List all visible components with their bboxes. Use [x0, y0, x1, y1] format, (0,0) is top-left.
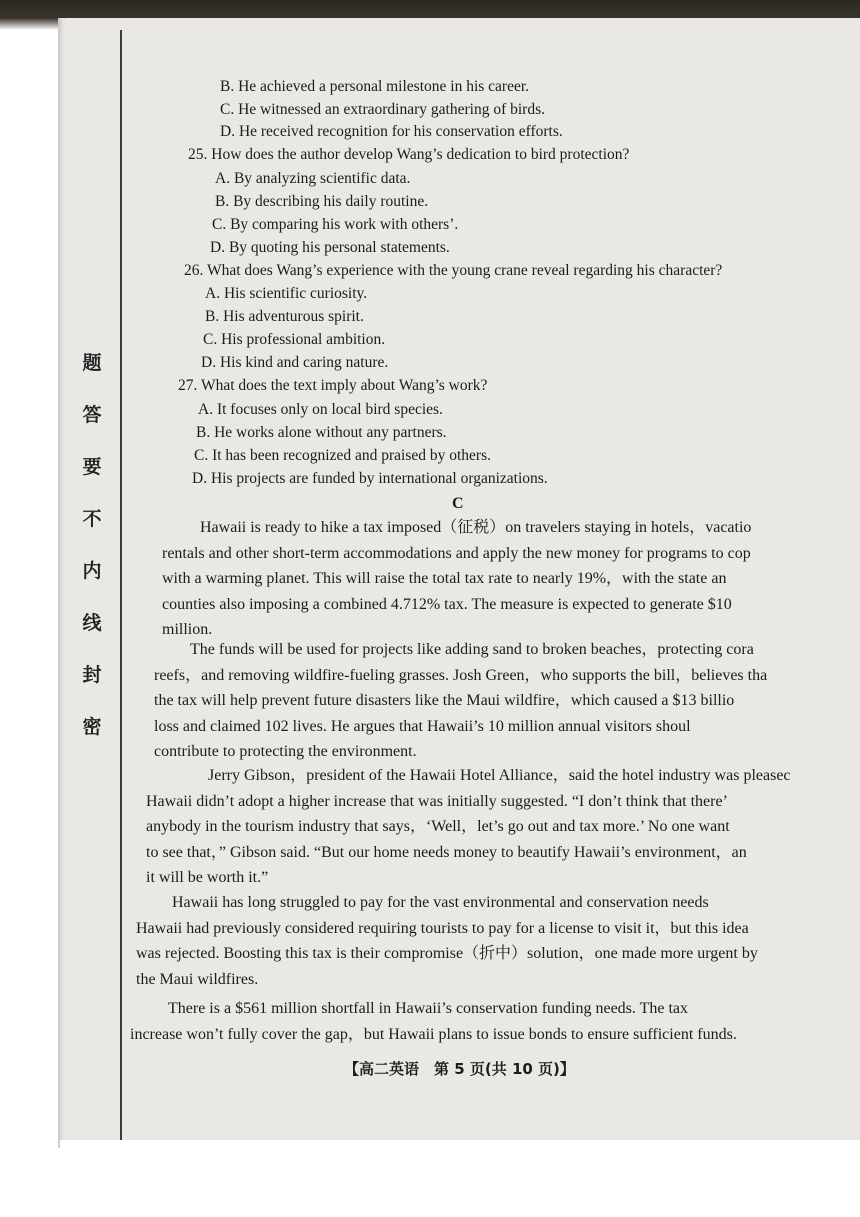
margin-char: 封	[82, 664, 102, 686]
margin-char: 内	[82, 560, 102, 582]
passage-paragraph-5	[130, 996, 816, 1047]
passage-line: was rejected. Boosting this tax is their compromise（折中）solution，one made more urgent by	[136, 945, 758, 962]
option-25-a: A. By analyzing scientific data.	[215, 170, 411, 187]
section-label: C	[452, 495, 464, 512]
passage-line: Hawaii has long struggled to pay for the vast environmental and conservation needs	[172, 894, 709, 911]
option-26-a: A. His scientific curiosity.	[205, 285, 368, 302]
photo-background	[60, 1140, 860, 1217]
passage-line: reefs，and removing wildfire-fueling grasses. Josh Green，who supports the bill，believes tha	[154, 666, 768, 684]
passage-paragraph-2	[154, 637, 814, 765]
option-24-d: D. He received recognition for his conservation efforts.	[220, 123, 563, 140]
passage-line: the Maui wildfires.	[136, 970, 259, 988]
option-25-b: B. By describing his daily routine.	[215, 193, 429, 210]
passage-paragraph-4	[136, 890, 816, 992]
option-27-d: D. His projects are funded by international organizations.	[192, 470, 548, 487]
question-25-stem: 25. How does the author develop Wang’s dedication to bird protection?	[188, 146, 630, 163]
option-25-c: C. By comparing his work with others’.	[212, 216, 459, 233]
option-27-b: B. He works alone without any partners.	[196, 424, 447, 441]
margin-char: 要	[82, 456, 102, 478]
option-26-b: B. His adventurous spirit.	[205, 308, 364, 325]
passage-line: increase won’t fully cover the gap，but Hawaii plans to issue bonds to ensure sufficient funds.	[130, 1025, 737, 1043]
passage-line: There is a $561 million shortfall in Hawaii’s conservation funding needs. The tax	[168, 1000, 689, 1017]
passage-line: it will be worth it.”	[146, 869, 269, 886]
question-26-stem: 26. What does Wang’s experience with the young crane reveal regarding his character?	[184, 262, 723, 279]
question-27-stem: 27. What does the text imply about Wang’s work?	[178, 377, 488, 394]
passage-paragraph-1	[162, 515, 812, 643]
passage-line: with a warming planet. This will raise the total tax rate to nearly 19%，with the state an	[162, 570, 727, 587]
passage-line: Hawaii is ready to hike a tax imposed（征税）on travelers staying in hotels，vacatio	[200, 519, 752, 536]
passage-line: contribute to protecting the environment.	[154, 743, 417, 760]
passage-line: counties also imposing a combined 4.712% tax. The measure is expected to generate $10	[162, 595, 732, 613]
option-24-b: B. He achieved a personal milestone in his career.	[220, 78, 530, 95]
passage-paragraph-3	[146, 763, 814, 891]
option-27-a: A. It focuses only on local bird species.	[198, 401, 443, 418]
passage-line: loss and claimed 102 lives. He argues that Hawaii’s 10 million annual visitors shoul	[154, 717, 691, 735]
passage-line: million.	[162, 621, 213, 638]
passage-line: the tax will help prevent future disasters like the Maui wildfire，which caused a $13 billio	[154, 692, 735, 709]
passage-line: Hawaii didn’t adopt a higher increase that was initially suggested. “I don’t think that there’	[146, 792, 728, 810]
option-27-c: C. It has been recognized and praised by others.	[194, 447, 491, 464]
margin-char: 密	[82, 716, 102, 738]
margin-char: 答	[82, 404, 102, 426]
passage-line: rentals and other short-term accommodations and apply the new money for programs to cop	[162, 544, 751, 562]
option-24-c: C. He witnessed an extraordinary gathering of birds.	[220, 101, 545, 118]
option-26-d: D. His kind and caring nature.	[201, 354, 389, 371]
margin-char: 线	[82, 612, 102, 634]
option-25-d: D. By quoting his personal statements.	[210, 239, 450, 256]
passage-line: anybody in the tourism industry that says，‘Well，let’s go out and tax more.’ No one want	[146, 818, 730, 835]
passage-line: Hawaii had previously considered requiring tourists to pay for a license to visit it，but this idea	[136, 919, 749, 937]
margin-char: 不	[82, 508, 102, 530]
page-footer: 【高二英语 第 5 页(共 10 页)】	[344, 1060, 575, 1078]
option-26-c: C. His professional ambition.	[203, 331, 386, 348]
passage-line: Jerry Gibson，president of the Hawaii Hotel Alliance，said the hotel industry was pleasec	[208, 767, 791, 784]
margin-char: 题	[82, 352, 102, 374]
passage-line: The funds will be used for projects like adding sand to broken beaches，protecting cora	[190, 641, 754, 658]
passage-line: to see that，” Gibson said. “But our home needs money to beautify Hawaii’s environment，an	[146, 843, 747, 861]
